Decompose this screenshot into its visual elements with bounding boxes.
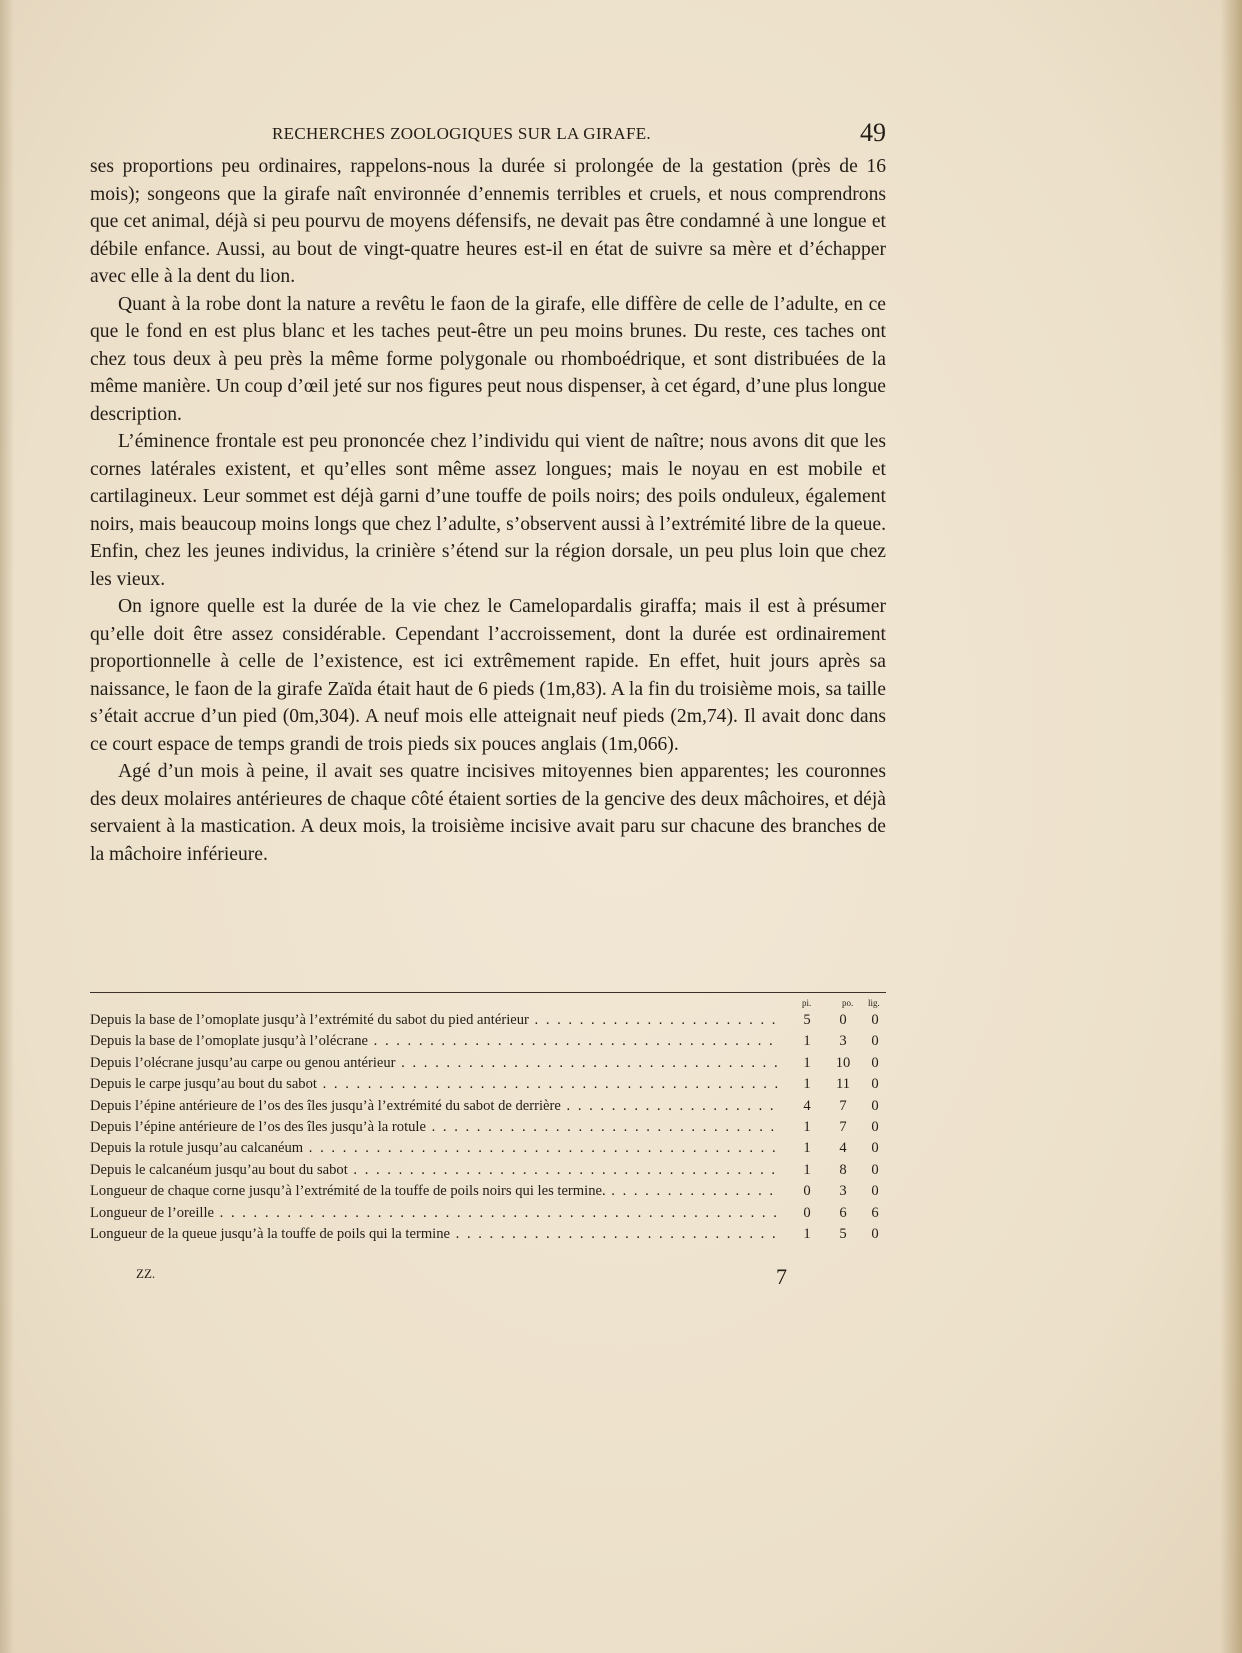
value-pieds: 1: [803, 1161, 811, 1178]
row-label: Longueur de la queue jusqu’à la touffe de poils qui la termine . . .: [90, 1226, 778, 1243]
table-row: [90, 1076, 886, 1097]
value-pieds: 1: [803, 1225, 811, 1242]
table-header: [90, 998, 886, 1012]
value-pieds: 1: [803, 1076, 811, 1093]
value-lignes: 0: [871, 1012, 879, 1028]
value-lignes: 0: [871, 1183, 879, 1200]
value-pouces: 3: [839, 1033, 847, 1050]
value-lignes: 0: [871, 1161, 879, 1178]
value-pouces: 7: [839, 1097, 847, 1114]
running-head: RECHERCHES ZOOLOGIQUES SUR LA GIRAFE.: [272, 124, 651, 143]
value-pouces: 7: [839, 1118, 847, 1135]
table-row: [90, 1183, 886, 1204]
table-row: [90, 1162, 886, 1183]
value-pieds: 1: [803, 1140, 811, 1157]
value-lignes: 0: [871, 1033, 879, 1050]
value-pouces: 3: [839, 1183, 847, 1200]
value-pouces: 8: [839, 1161, 847, 1178]
page-edge-shadow-right: [1220, 0, 1242, 1653]
table-row: [90, 1033, 886, 1054]
body-text: [90, 153, 886, 868]
value-pouces: 0: [839, 1012, 847, 1028]
value-pouces: 11: [835, 1076, 851, 1093]
table-top-rule: [90, 992, 886, 993]
value-lignes: 0: [871, 1097, 879, 1114]
value-lignes: 0: [871, 1118, 879, 1135]
value-pieds: 1: [803, 1054, 811, 1071]
signature-mark: ZZ.: [136, 1266, 156, 1281]
table-row: [90, 1226, 886, 1247]
page-header: [90, 118, 886, 148]
table-body: [90, 1012, 886, 1247]
row-label: Depuis l’olécrane jusqu’au carpe ou genou antérieur . . .: [90, 1055, 778, 1072]
row-label: Depuis le calcanéum jusqu’au bout du sabot . . .: [90, 1162, 778, 1179]
table-row: [90, 1055, 886, 1076]
value-lignes: 0: [871, 1076, 879, 1093]
value-pouces: 6: [839, 1204, 847, 1221]
row-label: Depuis l’épine antérieure de l’os des îles jusqu’à l’extrémité du sabot de derrière . . .: [90, 1098, 778, 1115]
page-edge-shadow-left: [0, 0, 14, 1653]
table-row: [90, 1140, 886, 1161]
column-header-lignes: lig.: [868, 998, 880, 1008]
value-pouces: 4: [839, 1140, 847, 1157]
row-label: Depuis la base de l’omoplate jusqu’à l’olécrane . . .: [90, 1033, 778, 1050]
table-row: [90, 1012, 886, 1033]
paragraph: ses proportions peu ordinaires, rappelons-nous la durée si prolongée de la gestation (près de 16 mois); songeons que la girafe naît environnée d’ennemis terribles et cruels, et nous comprendrons que cet animal, déjà si peu pourvu de moyens défensifs, ne devait pas être condamné à une longue et débile enfance. Aussi, au bout de vingt-quatre heures est-il en état de suivre sa mère et d’échapper avec elle à la dent du lion.: [90, 156, 886, 287]
folio-number: 7: [776, 1264, 787, 1289]
table-row: [90, 1205, 886, 1226]
row-label: Depuis l’épine antérieure de l’os des îles jusqu’à la rotule . . .: [90, 1119, 778, 1136]
row-label: Longueur de chaque corne jusqu’à l’extrémité de la touffe de poils noirs qui les termine. . . .: [90, 1183, 778, 1200]
value-pouces: 10: [835, 1054, 851, 1071]
value-lignes: 0: [871, 1225, 879, 1242]
value-pieds: 0: [803, 1183, 811, 1200]
value-pieds: 0: [803, 1204, 811, 1221]
value-lignes: 0: [871, 1054, 879, 1071]
paragraph: Quant à la robe dont la nature a revêtu le faon de la girafe, elle diffère de celle de l’adulte, en ce que le fond en est plus blanc et les taches peut-être un peu moins brunes. Du reste, ces taches ont chez tous deux à peu près la même forme polygonale ou rhomboédrique, et sont distribuées de la même manière. Un coup d’œil jeté sur nos figures peut nous dispenser, à cet égard, d’une plus longue description.: [90, 293, 886, 425]
column-header-pieds: pi.: [802, 998, 812, 1008]
page-number: 49: [860, 118, 886, 147]
row-label: Longueur de l’oreille . . .: [90, 1205, 778, 1222]
measurements-table: [90, 998, 886, 1247]
row-label: Depuis la rotule jusqu’au calcanéum . . .: [90, 1140, 778, 1157]
column-header-pouces: po.: [842, 998, 854, 1008]
value-lignes: 6: [871, 1204, 879, 1221]
value-pieds: 4: [803, 1097, 811, 1114]
table-row: [90, 1119, 886, 1140]
value-lignes: 0: [871, 1140, 879, 1157]
value-pouces: 5: [839, 1225, 847, 1242]
value-pieds: 1: [803, 1118, 811, 1135]
row-label: Depuis le carpe jusqu’au bout du sabot . . .: [90, 1076, 778, 1093]
table-row: [90, 1098, 886, 1119]
value-pieds: 5: [803, 1012, 811, 1028]
paragraph: L’éminence frontale est peu prononcée chez l’individu qui vient de naître; nous avons dit que les cornes latérales existent, et qu’elles sont même assez longues; mais le noyau en est mobile et cartilagineux. Leur sommet est déjà garni d’une touffe de poils noirs; des poils onduleux, également noirs, mais beaucoup moins longs que chez l’adulte, s’observent aussi à l’extrémité libre de la queue. Enfin, chez les jeunes individus, la crinière s’étend sur la région dorsale, un peu plus loin que chez les vieux.: [90, 431, 886, 590]
paragraph: Agé d’un mois à peine, il avait ses quatre incisives mitoyennes bien apparentes; les couronnes des deux molaires antérieures de chaque côté étaient sorties de la gencive des deux mâchoires, et déjà servaient à la mastication. A deux mois, la troisième incisive avait paru sur chacune des branches de la mâchoire inférieure.: [90, 761, 886, 865]
value-pieds: 1: [803, 1033, 811, 1050]
row-label: Depuis la base de l’omoplate jusqu’à l’extrémité du sabot du pied antérieur . . .: [90, 1012, 778, 1029]
paragraph: On ignore quelle est la durée de la vie chez le Camelopardalis giraffa; mais il est à présumer qu’elle doit être assez considérable. Cependant l’accroissement, dont la durée est ordinairement proportionnelle à celle de l’existence, est ici extrêmement rapide. En effet, huit jours après sa naissance, le faon de la girafe Zaïda était haut de 6 pieds (1m,83). A la fin du troisième mois, sa taille s’était accrue d’un pied (0m,304). A neuf mois elle atteignait neuf pieds (2m,74). Il avait donc dans ce court espace de temps grandi de trois pieds six pouces anglais (1m,066).: [90, 596, 886, 755]
